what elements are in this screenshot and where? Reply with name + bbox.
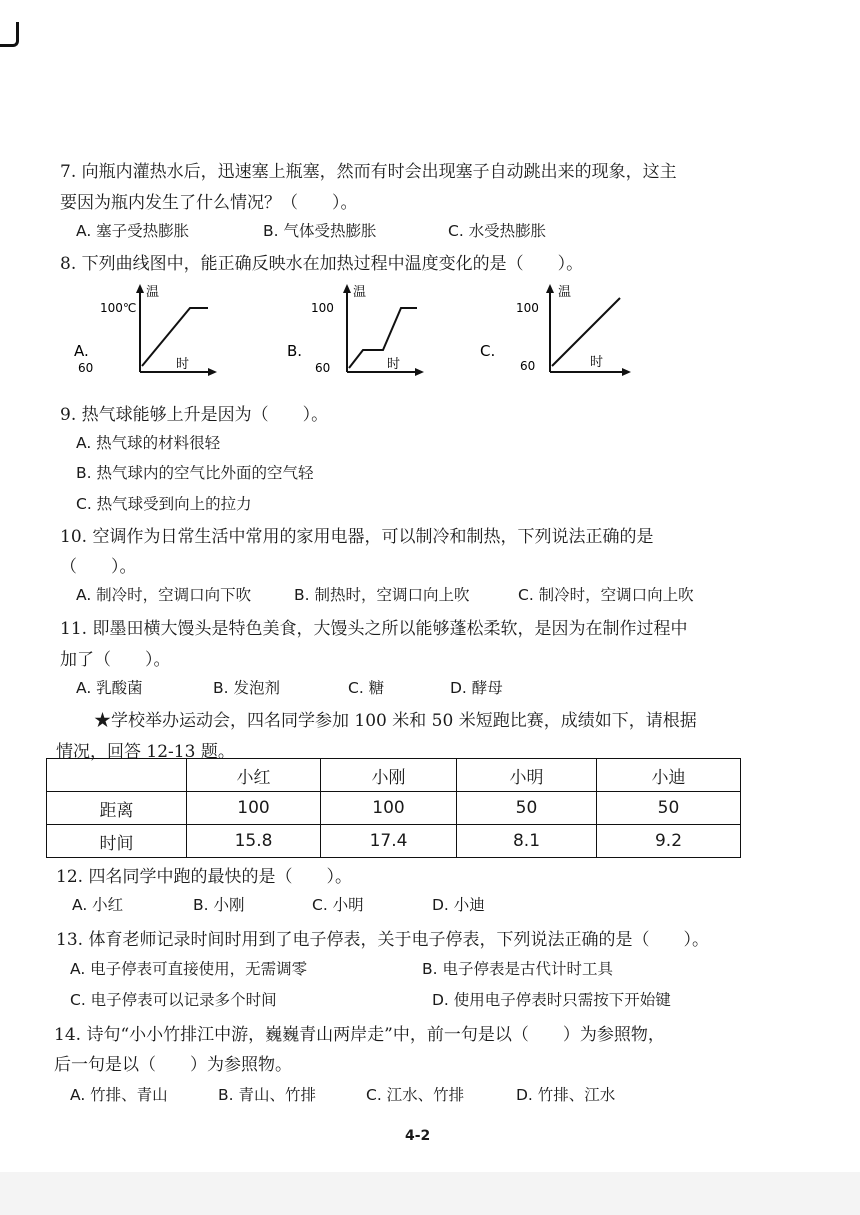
graph-b-curve [349,308,417,368]
table-cell: 15.8 [187,825,321,858]
q9-option-a[interactable]: A. 热气球的材料很轻 [76,434,221,452]
table-cell: 50 [597,792,741,825]
q10-option-c[interactable]: C. 制冷时，空调口向上吹 [518,586,694,604]
graph-a-y-axis-label: 温 [146,285,160,300]
graph-c-y-axis-label: 温 [558,285,572,300]
q13-option-b[interactable]: B. 电子停表是古代计时工具 [422,960,613,978]
q12-option-d[interactable]: D. 小迪 [432,896,485,914]
q14-option-c[interactable]: C. 江水、竹排 [366,1086,465,1104]
graph-b-y-axis-label: 温 [353,285,367,300]
table-cell: 9.2 [597,825,741,858]
q14-stem-line1: 14. 诗句“小小竹排江中游，巍巍青山两岸走”中，前一句是以（ ）为参照物， [54,1025,665,1045]
table-cell: 100 [187,792,321,825]
scan-footer-band [0,1172,860,1215]
q12-option-a[interactable]: A. 小红 [72,896,124,914]
q7-option-b[interactable]: B. 气体受热膨胀 [263,222,377,240]
table-cell: 17.4 [321,825,457,858]
corner-mark [0,22,19,47]
q11-option-c[interactable]: C. 糖 [348,679,385,697]
table-row [47,792,741,825]
q8-graph-c[interactable] [478,280,638,380]
q12-option-b[interactable]: B. 小刚 [193,896,245,914]
q11-option-b[interactable]: B. 发泡剂 [213,679,280,697]
page-number: 4-2 [405,1128,431,1144]
graph-a-x-axis-label: 时 [176,357,190,372]
table-header-row [47,759,741,792]
q12-stem: 12. 四名同学中跑的最快的是（ ）。 [56,867,352,887]
q11-option-a[interactable]: A. 乳酸菌 [76,679,143,697]
table-row [47,825,741,858]
graph-c-y-top-label: 100 [516,301,539,315]
q14-option-d[interactable]: D. 竹排、江水 [516,1086,616,1104]
table-header-cell [47,759,187,792]
q10-option-b[interactable]: B. 制热时，空调口向上吹 [294,586,470,604]
graph-c-x-axis-label: 时 [590,355,604,370]
table-header-cell: 小迪 [597,759,741,792]
q14-stem-line2: 后一句是以（ ）为参照物。 [54,1055,292,1075]
graph-a-option-label: A. [74,342,89,360]
q9-option-c[interactable]: C. 热气球受到向上的拉力 [76,495,252,513]
graph-a-curve [142,308,208,366]
q11-stem-line1: 11. 即墨田横大馒头是特色美食，大馒头之所以能够蓬松柔软，是因为在制作过程中 [60,619,688,639]
graph-a-y-bottom-label: 60 [78,361,94,375]
q11-option-d[interactable]: D. 酵母 [450,679,503,697]
q10-stem-line2: （ ）。 [60,557,137,577]
table-header-cell: 小明 [457,759,597,792]
graph-b-y-top-label: 100 [311,301,334,315]
table-cell: 50 [457,792,597,825]
q7-stem-line1: 7. 向瓶内灌热水后，迅速塞上瓶塞，然而有时会出现塞子自动跳出来的现象，这主 [60,162,677,182]
q8-stem: 8. 下列曲线图中，能正确反映水在加热过程中温度变化的是（ ）。 [60,254,584,274]
q7-option-a[interactable]: A. 塞子受热膨胀 [76,222,190,240]
q9-stem: 9. 热气球能够上升是因为（ ）。 [60,405,329,425]
q9-option-b[interactable]: B. 热气球内的空气比外面的空气轻 [76,464,314,482]
graph-c-curve [552,298,620,366]
table-cell: 时间 [47,825,187,858]
table-cell: 距离 [47,792,187,825]
q11-stem-line2: 加了（ ）。 [60,650,171,670]
table-cell: 100 [321,792,457,825]
graph-b-option-label: B. [287,342,303,360]
q8-graph-a[interactable] [72,280,222,380]
graph-c-option-label: C. [480,342,496,360]
table-intro-line2: 情况，回答 12-13 题。 [56,742,235,762]
q14-option-b[interactable]: B. 青山、竹排 [218,1086,316,1104]
q13-option-c[interactable]: C. 电子停表可以记录多个时间 [70,991,277,1009]
q8-graph-b[interactable] [285,280,435,380]
graph-b-y-bottom-label: 60 [315,361,331,375]
score-table [46,758,741,858]
q13-stem: 13. 体育老师记录时间时用到了电子停表，关于电子停表，下列说法正确的是（ ）。 [56,930,709,950]
graph-b-x-axis-label: 时 [387,357,401,372]
graph-a-y-top-label: 100℃ [100,301,137,315]
graph-c-y-bottom-label: 60 [520,359,536,373]
q7-stem-line2: 要因为瓶内发生了什么情况？（ ）。 [60,193,358,213]
q13-option-d[interactable]: D. 使用电子停表时只需按下开始键 [432,991,671,1009]
table-header-cell: 小红 [187,759,321,792]
table-header-cell: 小刚 [321,759,457,792]
q12-option-c[interactable]: C. 小明 [312,896,364,914]
q10-option-a[interactable]: A. 制冷时，空调口向下吹 [76,586,252,604]
q13-option-a[interactable]: A. 电子停表可直接使用，无需调零 [70,960,308,978]
q14-option-a[interactable]: A. 竹排、青山 [70,1086,168,1104]
table-cell: 8.1 [457,825,597,858]
table-intro-line1: ★学校举办运动会，四名同学参加 100 米和 50 米短跑比赛，成绩如下，请根据 [94,711,697,731]
q10-stem-line1: 10. 空调作为日常生活中常用的家用电器，可以制冷和制热，下列说法正确的是 [60,527,654,547]
q7-option-c[interactable]: C. 水受热膨胀 [448,222,547,240]
